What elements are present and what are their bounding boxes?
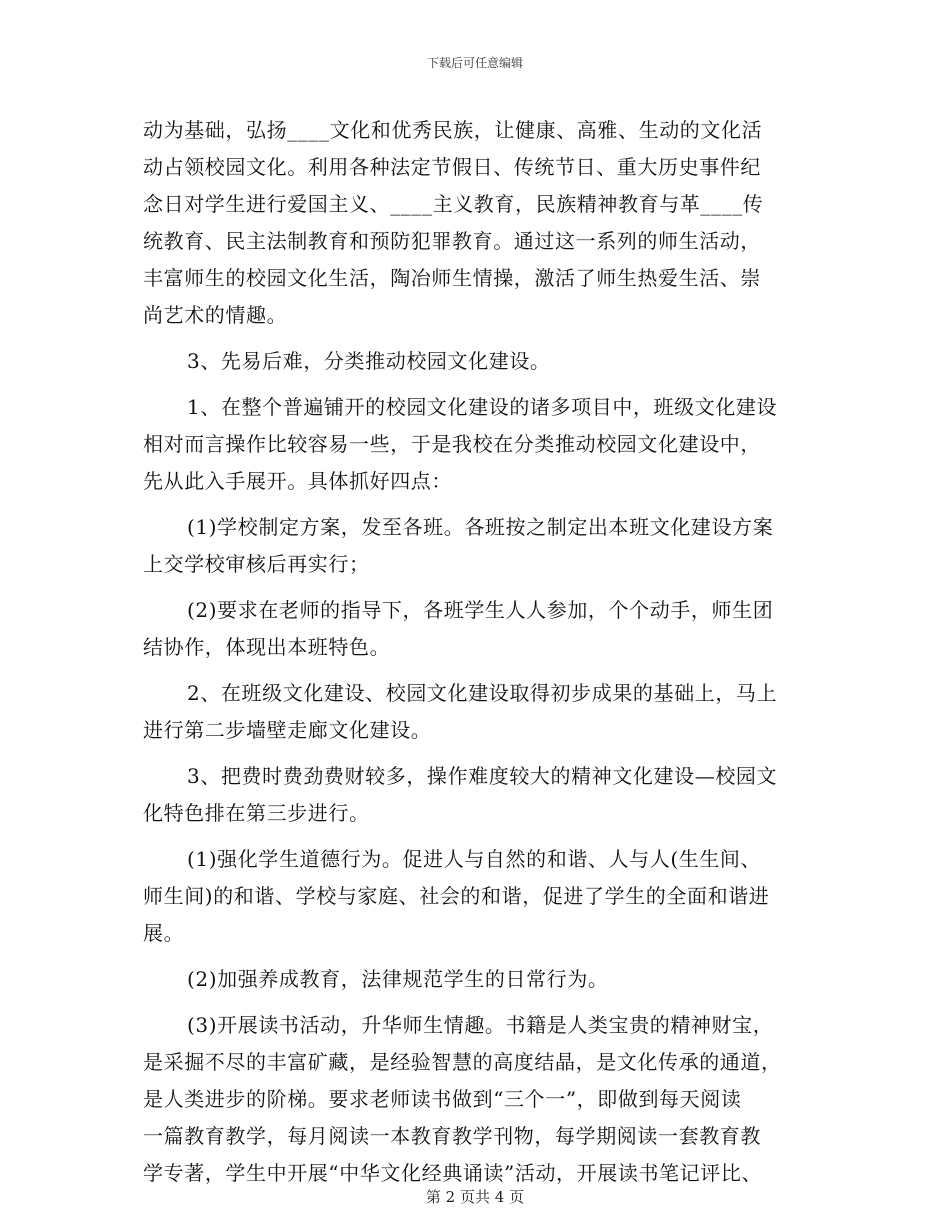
text-line: 丰富师生的校园文化生活，陶冶师生情操，激活了师生热爱生活、崇	[143, 266, 761, 290]
text-line: 是人类进步的阶梯。要求老师读书做到“三个一”，即做到每天阅读	[143, 1087, 742, 1111]
page-footer: 第 2 页共 4 页	[425, 1188, 525, 1206]
text-line: 一篇教育教学，每月阅读一本教育教学刊物，每学期阅读一套教育教	[143, 1124, 761, 1148]
text-line: 化特色排在第三步进行。	[143, 801, 370, 825]
document-body	[143, 112, 808, 1192]
text-line: 师生间)的和谐、学校与家庭、社会的和谐，促进了学生的全面和谐进	[143, 884, 770, 908]
page-header: 下载后可任意编辑	[426, 56, 523, 70]
text-line: (3)开展读书活动，升华师生情趣。书籍是人类宝贵的精神财宝，	[187, 1013, 774, 1037]
text-line: 相对而言操作比较容易一些，于是我校在分类推动校园文化建设中，	[143, 432, 761, 456]
text-line: (2)要求在老师的指导下，各班学生人人参加，个个动手，师生团	[187, 598, 774, 622]
text-line: (2)加强养成教育，法律规范学生的日常行为。	[187, 967, 609, 991]
text-line: (1)学校制定方案，发至各班。各班按之制定出本班文化建设方案	[187, 515, 774, 539]
text-line: 念日对学生进行爱国主义、____主义教育，民族精神教育与革____传	[143, 192, 764, 216]
text-line: 是采掘不尽的丰富矿藏，是经验智慧的高度结晶，是文化传承的通道，	[143, 1050, 782, 1074]
text-line: 进行第二步墙壁走廊文化建设。	[143, 718, 432, 742]
text-line: (1)强化学生道德行为。促进人与自然的和谐、人与人(生生间、	[187, 847, 762, 871]
text-line: 上交学校审核后再实行；	[143, 552, 370, 576]
text-line: 结协作，体现出本班特色。	[143, 635, 391, 659]
text-line: 展。	[143, 921, 185, 945]
text-line: 2、在班级文化建设、校园文化建设取得初步成果的基础上，马上	[187, 681, 778, 705]
text-line: 学专著，学生中开展“中华文化经典诵读”活动，开展读书笔记评比、	[143, 1161, 763, 1185]
text-line: 先从此入手展开。具体抓好四点：	[143, 469, 452, 493]
text-line: 1、在整个普遍铺开的校园文化建设的诸多项目中，班级文化建设	[187, 395, 778, 419]
text-line: 统教育、民主法制教育和预防犯罪教育。通过这一系列的师生活动，	[143, 229, 761, 253]
text-line: 动占领校园文化。利用各种法定节假日、传统节日、重大历史事件纪	[143, 155, 761, 179]
text-line: 动为基础，弘扬____文化和优秀民族，让健康、高雅、生动的文化活	[143, 118, 763, 142]
text-line: 3、先易后难，分类推动校园文化建设。	[187, 349, 551, 373]
text-line: 尚艺术的情趣。	[143, 303, 288, 327]
text-line: 3、把费时费劲费财较多，操作难度较大的精神文化建设—校园文	[187, 764, 778, 788]
